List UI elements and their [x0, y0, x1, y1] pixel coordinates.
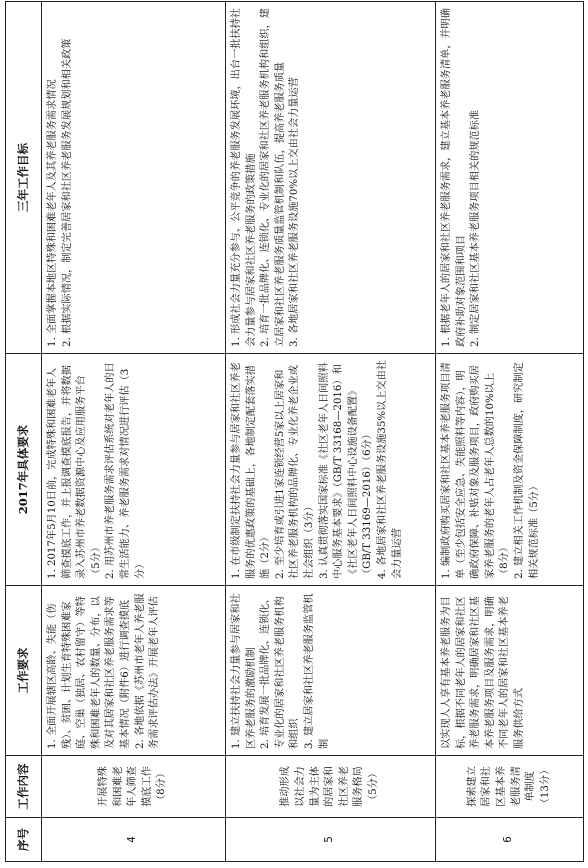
row-number: 6 [436, 818, 584, 862]
row-content: 推动形成以社会力量为主体的居家和社区养老服务格局（5分） [226, 756, 436, 818]
requirement-item: 1. 建立扶持社会力量参与居家和社区养老服务的激励机制 [231, 593, 257, 749]
row-number: 4 [42, 818, 226, 862]
requirement-item: 以实现人人享有基本养老服务为目标，根据不同老年人的居家和社区养老服务需求，明确居家和社区基本养老服务项目及服务需求，明确不同老年人的居家和社区基本养老服务供给方式 [441, 596, 525, 749]
header-2017: 2017年具体要求 [6, 354, 42, 586]
row-number: 5 [226, 818, 436, 862]
row-2017-requirement [226, 354, 436, 586]
goal-item: 2. 根据实际情况，制定完善居家和社区养老服务发展规划和相关政策 [61, 38, 73, 347]
row-requirement [436, 586, 584, 756]
row-requirement [42, 586, 226, 756]
goal-item: 3. 各地居家和社区养老服务设施70%以上交由社会力量运营 [289, 77, 301, 347]
row-three-year-goal [226, 2, 436, 354]
table-header-row [6, 2, 42, 862]
requirement-item: 3. 建立居家和社区养老服务监管机制 [303, 593, 330, 749]
row-content: 开展特殊和困难老年人筛查摸底工作（8分） [42, 756, 226, 818]
requirement-item: 2. 各地依据《苏州市老年人养老服务需求评估办法》开展老年人评估 [134, 593, 161, 749]
goal-item: 1. 根据老年人的居家和社区养老服务需求，建立基本养老服务清单，并明确政府补助对象范围和项目 [441, 8, 467, 347]
table-row [42, 2, 226, 862]
y2017-item: 2. 至少培育或引进1家连锁经营5家以上居家和社区养老服务机构的品牌化、专业化养老企业或社会组织（3分） [274, 365, 315, 579]
goal-item: 2. 制定居家和社区基本养老服务项目相关的规范标准 [470, 109, 482, 347]
header-requirement: 工作要求 [6, 586, 42, 756]
work-plan-table [5, 1, 584, 862]
header-content: 工作内容 [6, 756, 42, 818]
goal-item: 2. 培育一批品牌化、连锁化、专业化的居家和社区养老服务机构和组织，建立居家和社区养老服务质量监管机制和队伍，提高养老服务质量 [260, 8, 286, 347]
y2017-item: 2. 用苏州市养老服务需求评估系统对老年人的日常生活能力、养老服务需求对情况进行评估（3分） [105, 362, 146, 579]
row-three-year-goal [436, 2, 584, 354]
row-requirement [226, 586, 436, 756]
y2017-item: 1. 2017年5月10日前，完成特殊和困难老年人筛查摸底工作，并上报调查摸底报告，并将数据录入苏州市养老数据资源中心及应用服务平台（5分） [47, 365, 102, 579]
header-seq: 序号 [6, 818, 42, 862]
header-three-year: 三年工作目标 [6, 2, 42, 354]
row-three-year-goal [42, 2, 226, 354]
goal-item: 1. 形成社会力量充分参与、公平竞争的养老服务发展环境，出台一批扶持社会力量参与居家和社区养老服务的政策措施 [231, 8, 257, 347]
y2017-item: 1. 编制政府购买居家和社区基本养老服务项目清单（至少包括安全应急、失能照料等内容），明确政府保障、补贴对象及服务项目，政府购买居家养老服务的老年人占老年人总数的10%以上（8分） [441, 362, 511, 579]
row-2017-requirement [436, 354, 584, 586]
row-2017-requirement [42, 354, 226, 586]
goal-item: 1. 全面掌握本地区特殊和困难老年人及其养老服务需求情况 [47, 79, 58, 347]
row-content: 探索建立居家和社区基本养老服务清单制度（13分） [436, 756, 584, 818]
y2017-item: 4. 各地居家和社区养老服务设施35%以上交由社会力量运营 [376, 360, 403, 579]
table-row [436, 2, 584, 862]
requirement-item: 1. 全面开展辖区高龄、失能（伤残）、贫困、计划生育特殊困难家庭、空巢（独居、农村留守）等特殊和困难老年人的数量、分布，以及对其居家和社区养老服务需求等基本情况（附件6）进行调查摸底 [47, 596, 131, 749]
y2017-item: 2. 建立相关工作机制及资金保障制度，研究制定相关规范标准（5分） [513, 362, 540, 579]
y2017-item: 3. 认真贯彻落实国家标准《社区老年人日间照料中心服务基本要求》（GB/T 33168—2016）和《社区老年人日间照料中心设施设备配置》（GB/T 33169—2016）（6分） [318, 362, 374, 579]
y2017-item: 1. 在市级制定扶持社会力量参与居家和社区养老服务的优惠政策的基础上，各地制定配套落实措施（2分） [231, 362, 272, 579]
table-row [226, 2, 436, 862]
requirement-item: 2. 培育发展一批品牌化、连锁化、专业化的居家和社区养老服务机构和组织 [260, 593, 301, 749]
